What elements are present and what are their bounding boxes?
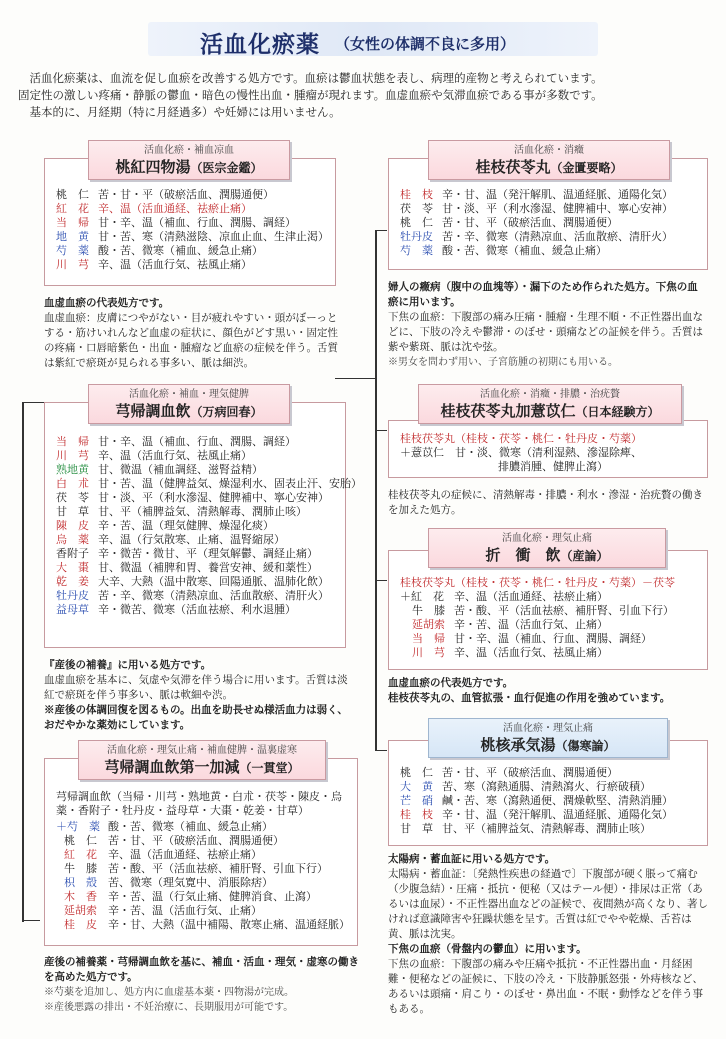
herb-row: 白 朮 甘・苦、温（健脾益気、燥湿利水、固表止汗、安胎） <box>56 477 362 490</box>
herb-row: 木 香 辛・苦、温（行気止痛、健脾消食、止瀉） <box>64 890 317 903</box>
herb-row: 桂 枝 辛・甘、温（発汗解肌、温通経脈、通陽化気） <box>400 808 673 821</box>
formula-description: 太陽病・蓄血証に用いる処方です。 太陽病・蓄血証：〔発熱性疾患の経過で〕下腹部が硬く脹って痛む（少腹急結）・圧痛・抵抗・便秘（又はテール便）・排尿は正常（あるいは血尿）・不正性器出血などの証候で、夜間熱が高くなり、著しければ意識障害や狂躁状態を呈す。舌質は紅でやや乾燥、舌苔は黄、脈は沈実。 下焦の血瘀（骨盤内の鬱血）に用います。 下焦の血瘀：下腹部の痛みや圧痛や抵抗・不正性器出血・月経困難・便秘などの証候に、下肢の冷え・下肢静脈怒張・外痔核など、あるいは頭痛・肩こり・のぼせ・鼻出血・不眠・動悸などを伴う事もある。 <box>388 853 709 1015</box>
herb-row: 川 芎 辛、温（活血行気、祛風止痛） <box>56 258 252 271</box>
page-title: 活血化瘀薬 <box>200 31 320 58</box>
herb-row: 茯 苓 甘・淡、平（利水滲湿、健脾補中、寧心安神） <box>400 202 673 215</box>
base-formula-text: 桂枝茯苓丸（桂枝・茯苓・桃仁・牡丹皮・芍薬）－茯苓 <box>400 576 675 589</box>
herb-row: 延胡索 辛・苦、温（活血行気、止痛） <box>412 618 608 631</box>
base-formula-text: 芎帰調血飲（当帰・川芎・熟地黄・白朮・茯苓・陳皮・烏薬・香附子・牡丹皮・益母草・大棗・乾姜・甘草） <box>56 790 342 817</box>
herb-list <box>400 188 673 258</box>
formula-description: 血虚血瘀の代表処方です。 桂枝茯苓丸の、血管拡張・血行促進の作用を強めています。 <box>388 677 671 704</box>
herb-list <box>400 590 674 660</box>
formula-header: 活血化瘀・理気止痛 桃核承気湯（傷寒論） <box>428 718 668 758</box>
herb-row: 甘 草 甘、平（補脾益気、清熱解毒、潤肺止咳） <box>400 822 651 835</box>
herb-row: 牛 膝 苦・酸、平（活血祛瘀、補肝腎、引血下行） <box>412 604 674 617</box>
herb-row: 桂 枝 辛・甘、温（発汗解肌、温通経脈、通陽化気） <box>400 188 673 201</box>
herb-row: 牡丹皮 苦・辛、微寒（清熱凉血、活血散瘀、清肝火） <box>56 589 329 602</box>
connector-line <box>375 230 377 750</box>
herb-row: 牡丹皮 苦・辛、微寒（清熱凉血、活血散瘀、清肝火） <box>400 230 673 243</box>
formula-description: 血虚血瘀の代表処方です。 血虚血瘀：皮膚につやがない・目が疲れやすい・頭がぼーっとする・筋けいれんなど血虚の症状に、顔色がどす黒い・固定性の疼痛・口唇暗紫色・出血・腫瘤など血瘀の症候を伴う。舌質は紫紅で瘀斑が見られる事多い、脈は細渋。 <box>44 297 338 369</box>
herb-row: 益母草 辛・微苦、微寒（活血祛瘀、利水退腫） <box>56 603 296 616</box>
herb-row: 芒 硝 鹹・苦、寒（瀉熱通便、潤燥軟堅、清熱消腫） <box>400 794 673 807</box>
herb-row: 陳 皮 辛・苦、温（理気健脾、燥湿化痰） <box>56 519 274 532</box>
herb-row: 香附子 辛・微苦・微甘、平（理気解鬱、調経止痛） <box>56 547 318 560</box>
herb-row: 延胡索 辛・苦、温（活血行気、止痛） <box>64 904 262 917</box>
connector-line <box>375 430 387 431</box>
herb-list <box>400 766 673 836</box>
formula-description: 『産後の補養』に用いる処方です。 血虚血瘀を基本に、気虚や気滞を伴う場合に用います。舌質は淡紅で瘀斑を伴う事多い、脈は軟細や渋。 ※産後の体調回復を図るもの。出血を助長せぬ様活血力は弱く、おだやかな薬効にしています。 <box>44 659 348 731</box>
herb-row: 牛 膝 苦・酸、平（活血祛瘀、補肝腎、引血下行） <box>64 862 328 875</box>
herb-row: 茯 苓 甘・淡、平（利水滲湿、健脾補中、寧心安神） <box>56 491 329 504</box>
herb-row: 紅 花 辛、温（活血通経、祛瘀止痛） <box>64 848 262 861</box>
herb-row: 熟地黄 甘、微温（補血調経、滋腎益精） <box>56 463 263 476</box>
herb-row: 川 芎 辛、温（活血行気、祛風止痛） <box>412 646 608 659</box>
herb-row: 排膿消腫、健脾止瀉） <box>498 460 608 473</box>
connector-line <box>22 402 24 922</box>
intro-text: 活血化瘀薬は、血流を促し血瘀を改善する処方です。血瘀は鬱血状態を表し、病理的産物と考えられています。 固定性の激しい疼痛・静脈の鬱血・暗色の慢性出血・腫瘤が現れます。血虚血瘀や気滞血瘀である事が多数です。 基本的に、月経期（特に月経過多）や妊婦には用いません。 <box>18 71 603 119</box>
connector-line <box>375 750 387 751</box>
formula-header: 活血化瘀・理気止痛・補血健脾・温裏虚寒 芎帰調血飲第一加減（一貫堂） <box>78 740 326 780</box>
formula-header: 活血化瘀・補血凉血 桃紅四物湯（医宗金鑑） <box>88 140 290 180</box>
herb-row: 甘 草 甘、平（補脾益気、清熱解毒、潤肺止咳） <box>56 505 307 518</box>
herb-row: 当 帰 甘・辛、温（補血、行血、潤腸、調経） <box>412 632 652 645</box>
formula-description: 婦人の癥病（腹中の血塊等）・漏下のため作られた処方。下焦の血瘀に用います。 下焦の血瘀：下腹部の痛み圧痛・腫瘤・生理不順・不正性器出血などに、下肢の冷えや鬱滞・のぼせ・頭痛などの証候を伴う。舌質は紫や紫斑、脈は沈や弦。 ※男女を問わず用い、子宮筋腫の初期にも用いる。 <box>388 281 703 368</box>
formula-header: 活血化瘀・消癥・排膿・治疣贅 桂枝茯苓丸加薏苡仁（日本経験方） <box>418 384 682 424</box>
formula-header: 活血化瘀・理気止痛 折 衝 飲（産論） <box>428 528 666 568</box>
herb-row: 乾 姜 大辛、大熱（温中散寒、回陽通脈、温肺化飲） <box>56 575 329 588</box>
formula-header: 活血化瘀・補血・理気健脾 芎帰調血飲（万病回春） <box>88 384 290 424</box>
herb-row: 芍 薬 酸・苦、微寒（補血、緩急止痛） <box>400 244 607 257</box>
herb-row: 烏 薬 辛、温（行気散寒、止痛、温腎縮尿） <box>56 533 285 546</box>
herb-row: 桃 仁 苦・甘、平（破瘀活血、潤腸通便） <box>64 834 284 847</box>
herb-row: ＋薏苡仁 甘・淡、微寒（清利湿熱、滲湿除痺、 <box>400 446 642 459</box>
connector-line <box>375 230 387 231</box>
herb-row: 芍 薬 酸・苦、微寒（補血、緩急止痛） <box>56 244 263 257</box>
herb-row: 当 帰 甘・辛、温（補血、行血、潤腸、調経） <box>56 435 296 448</box>
herb-row: 地 黄 甘・苦、寒（清熱滋陰、凉血止血、生津止渇） <box>56 230 329 243</box>
formula-description: 桂枝茯苓丸の症候に、清熱解毒・排膿・利水・滲湿・治疣贅の働きを加えた処方。 <box>388 489 703 516</box>
herb-row: 桂 皮 辛・甘、大熱（温中補陽、散寒止痛、温通経脈） <box>64 918 350 931</box>
connector-line <box>22 920 40 921</box>
herb-row: 大 黄 苦、寒（瀉熱通腸、清熱瀉火、行瘀破積） <box>400 780 651 793</box>
herb-list <box>56 188 329 272</box>
herb-row: 桃 仁 苦・甘、平（破瘀活血、潤腸通便） <box>400 216 618 229</box>
herb-row: 枳 殻 苦、微寒（理気寛中、消脹除痞） <box>64 876 273 889</box>
herb-list <box>56 820 350 932</box>
herb-row: 大 棗 甘、微温（補脾和胃、養営安神、緩和薬性） <box>56 561 318 574</box>
herb-row: 桃 仁 苦・甘、平（破瘀活血、潤腸通便） <box>400 766 618 779</box>
connector-line <box>335 378 375 379</box>
formula-header: 活血化瘀・消癥 桂枝茯苓丸（金匱要略） <box>428 140 670 180</box>
formula-description: 産後の補養薬・芎帰調血飲を基に、補血・活血・理気・虚寒の働きを高めた処方です。 ※芍薬を追加し、処方内に血虚基本薬・四物湯が完成。 ※産後悪露の排出・不妊治療に、長期服用が可能です。 <box>44 956 359 1013</box>
connector-line <box>375 580 387 581</box>
page-subtitle: （女性の体調不良に多用） <box>335 35 516 53</box>
herb-row: 川 芎 辛、温（活血行気、祛風止痛） <box>56 449 252 462</box>
herb-row: 桃 仁 苦・甘・平（破瘀活血、潤腸通便） <box>56 188 274 201</box>
herb-list <box>56 435 362 617</box>
herb-row: 当 帰 甘・辛、温（補血、行血、潤腸、調経） <box>56 216 296 229</box>
base-formula-text: 桂枝茯苓丸（桂枝・茯苓・桃仁・牡丹皮・芍薬） <box>400 432 642 445</box>
herb-row: ＋紅 花 辛、温（活血通経、祛瘀止痛） <box>400 590 608 603</box>
herb-row: 紅 花 辛、温（活血通経、祛瘀止痛） <box>56 202 252 215</box>
herb-row: ＋芍 薬 酸・苦、微寒（補血、緩急止痛） <box>56 820 273 833</box>
